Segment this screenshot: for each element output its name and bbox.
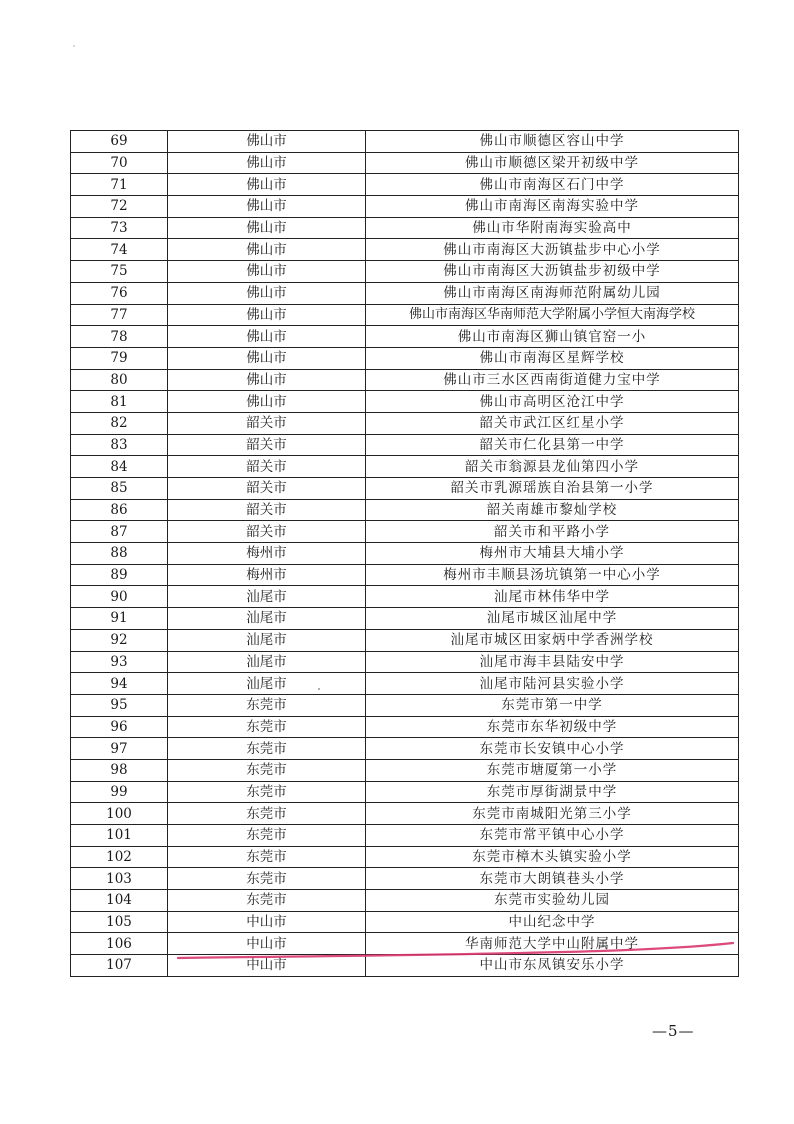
city-cell: 东莞市 [168, 716, 366, 738]
city-cell: 佛山市 [168, 391, 366, 413]
school-cell: 佛山市南海区华南师范大学附属小学恒大南海学校 [366, 304, 739, 326]
table-row [71, 434, 739, 456]
table-row [71, 282, 739, 304]
city-cell: 东莞市 [168, 803, 366, 825]
table-row [71, 716, 739, 738]
school-cell: 佛山市南海区大沥镇盐步初级中学 [366, 261, 739, 283]
row-number: 72 [71, 196, 168, 218]
school-cell: 汕尾市海丰县陆安中学 [366, 651, 739, 673]
city-cell: 汕尾市 [168, 608, 366, 630]
school-cell: 佛山市南海区狮山镇官窑一小 [366, 326, 739, 348]
city-cell: 梅州市 [168, 543, 366, 565]
city-cell: 佛山市 [168, 131, 366, 153]
table-row [71, 629, 739, 651]
school-cell: 佛山市顺德区容山中学 [366, 131, 739, 153]
city-cell: 东莞市 [168, 825, 366, 847]
table-row [71, 890, 739, 912]
table-row [71, 261, 739, 283]
row-number: 71 [71, 174, 168, 196]
school-cell: 佛山市华附南海实验高中 [366, 217, 739, 239]
table-row [71, 673, 739, 695]
city-cell: 佛山市 [168, 152, 366, 174]
school-cell: 东莞市东华初级中学 [366, 716, 739, 738]
city-cell: 佛山市 [168, 347, 366, 369]
city-cell: 韶关市 [168, 478, 366, 500]
table-row [71, 131, 739, 153]
row-number: 100 [71, 803, 168, 825]
city-cell: 佛山市 [168, 369, 366, 391]
row-number: 97 [71, 738, 168, 760]
scan-speck [318, 688, 320, 690]
school-cell: 佛山市顺德区梁开初级中学 [366, 152, 739, 174]
city-cell: 佛山市 [168, 196, 366, 218]
row-number: 84 [71, 456, 168, 478]
school-cell: 华南师范大学中山附属中学 [366, 933, 739, 955]
table-row [71, 608, 739, 630]
table-row [71, 239, 739, 261]
city-cell: 韶关市 [168, 499, 366, 521]
row-number: 91 [71, 608, 168, 630]
school-cell: 佛山市南海区星辉学校 [366, 347, 739, 369]
school-cell: 韶关南雄市黎灿学校 [366, 499, 739, 521]
city-cell: 佛山市 [168, 304, 366, 326]
table-row [71, 412, 739, 434]
school-cell: 韶关市翁源县龙仙第四小学 [366, 456, 739, 478]
city-cell: 东莞市 [168, 846, 366, 868]
school-list-table [70, 130, 739, 977]
school-cell: 佛山市南海区南海师范附属幼儿园 [366, 282, 739, 304]
table-row [71, 911, 739, 933]
table-row-highlighted [71, 933, 739, 955]
city-cell: 汕尾市 [168, 629, 366, 651]
school-cell: 佛山市南海区南海实验中学 [366, 196, 739, 218]
school-cell: 汕尾市林伟华中学 [366, 586, 739, 608]
school-cell: 汕尾市城区汕尾中学 [366, 608, 739, 630]
school-cell: 汕尾市陆河县实验小学 [366, 673, 739, 695]
table-row [71, 803, 739, 825]
school-cell: 梅州市丰顺县汤坑镇第一中心小学 [366, 564, 739, 586]
row-number: 70 [71, 152, 168, 174]
city-cell: 中山市 [168, 933, 366, 955]
school-cell: 梅州市大埔县大埔小学 [366, 543, 739, 565]
table-row [71, 846, 739, 868]
school-cell: 东莞市大朗镇巷头小学 [366, 868, 739, 890]
school-cell: 东莞市塘厦第一小学 [366, 759, 739, 781]
city-cell: 梅州市 [168, 564, 366, 586]
school-cell: 汕尾市城区田家炳中学香洲学校 [366, 629, 739, 651]
city-cell: 佛山市 [168, 282, 366, 304]
city-cell: 汕尾市 [168, 651, 366, 673]
school-cell: 中山纪念中学 [366, 911, 739, 933]
row-number: 95 [71, 694, 168, 716]
table-row [71, 738, 739, 760]
school-cell: 佛山市三水区西南街道健力宝中学 [366, 369, 739, 391]
city-cell: 佛山市 [168, 261, 366, 283]
table-row [71, 391, 739, 413]
table-row [71, 499, 739, 521]
row-number: 87 [71, 521, 168, 543]
city-cell: 东莞市 [168, 694, 366, 716]
table-row [71, 304, 739, 326]
row-number: 106 [71, 933, 168, 955]
table-row [71, 586, 739, 608]
row-number: 90 [71, 586, 168, 608]
school-cell: 佛山市高明区沧江中学 [366, 391, 739, 413]
table-row [71, 564, 739, 586]
row-number: 104 [71, 890, 168, 912]
row-number: 80 [71, 369, 168, 391]
row-number: 78 [71, 326, 168, 348]
city-cell: 汕尾市 [168, 673, 366, 695]
table-row [71, 868, 739, 890]
table-row [71, 456, 739, 478]
page-number: —5— [652, 1022, 695, 1040]
school-cell: 佛山市南海区石门中学 [366, 174, 739, 196]
row-number: 85 [71, 478, 168, 500]
table-row [71, 521, 739, 543]
row-number: 98 [71, 759, 168, 781]
city-cell: 韶关市 [168, 412, 366, 434]
table-row [71, 152, 739, 174]
row-number: 81 [71, 391, 168, 413]
city-cell: 韶关市 [168, 434, 366, 456]
school-cell: 东莞市常平镇中心小学 [366, 825, 739, 847]
city-cell: 佛山市 [168, 239, 366, 261]
city-cell: 东莞市 [168, 890, 366, 912]
city-cell: 东莞市 [168, 759, 366, 781]
city-cell: 中山市 [168, 911, 366, 933]
row-number: 79 [71, 347, 168, 369]
table-row [71, 478, 739, 500]
row-number: 69 [71, 131, 168, 153]
row-number: 76 [71, 282, 168, 304]
city-cell: 汕尾市 [168, 586, 366, 608]
school-cell: 中山市东凤镇安乐小学 [366, 955, 739, 977]
table-row [71, 543, 739, 565]
row-number: 88 [71, 543, 168, 565]
school-cell: 东莞市实验幼儿园 [366, 890, 739, 912]
table-row [71, 955, 739, 977]
row-number: 94 [71, 673, 168, 695]
table-row [71, 651, 739, 673]
table-row [71, 759, 739, 781]
table-row [71, 174, 739, 196]
table-row [71, 825, 739, 847]
table-row [71, 369, 739, 391]
school-cell: 韶关市武江区红星小学 [366, 412, 739, 434]
row-number: 93 [71, 651, 168, 673]
school-cell: 东莞市第一中学 [366, 694, 739, 716]
city-cell: 东莞市 [168, 781, 366, 803]
school-cell: 韶关市和平路小学 [366, 521, 739, 543]
row-number: 102 [71, 846, 168, 868]
row-number: 107 [71, 955, 168, 977]
city-cell: 佛山市 [168, 217, 366, 239]
table-row [71, 347, 739, 369]
city-cell: 佛山市 [168, 174, 366, 196]
city-cell: 佛山市 [168, 326, 366, 348]
row-number: 73 [71, 217, 168, 239]
school-cell: 东莞市樟木头镇实验小学 [366, 846, 739, 868]
city-cell: 中山市 [168, 955, 366, 977]
school-cell: 东莞市厚街湖景中学 [366, 781, 739, 803]
table-row [71, 781, 739, 803]
row-number: 92 [71, 629, 168, 651]
row-number: 83 [71, 434, 168, 456]
school-cell: 韶关市仁化县第一中学 [366, 434, 739, 456]
school-cell: 东莞市长安镇中心小学 [366, 738, 739, 760]
row-number: 101 [71, 825, 168, 847]
row-number: 105 [71, 911, 168, 933]
row-number: 75 [71, 261, 168, 283]
city-cell: 东莞市 [168, 738, 366, 760]
row-number: 82 [71, 412, 168, 434]
table-row [71, 196, 739, 218]
city-cell: 东莞市 [168, 868, 366, 890]
row-number: 77 [71, 304, 168, 326]
school-cell: 东莞市南城阳光第三小学 [366, 803, 739, 825]
row-number: 89 [71, 564, 168, 586]
row-number: 86 [71, 499, 168, 521]
scan-speck [73, 45, 75, 47]
school-cell: 韶关市乳源瑶族自治县第一小学 [366, 478, 739, 500]
row-number: 103 [71, 868, 168, 890]
row-number: 99 [71, 781, 168, 803]
table-row [71, 694, 739, 716]
city-cell: 韶关市 [168, 456, 366, 478]
city-cell: 韶关市 [168, 521, 366, 543]
row-number: 74 [71, 239, 168, 261]
table-row [71, 217, 739, 239]
row-number: 96 [71, 716, 168, 738]
table-row [71, 326, 739, 348]
school-cell: 佛山市南海区大沥镇盐步中心小学 [366, 239, 739, 261]
